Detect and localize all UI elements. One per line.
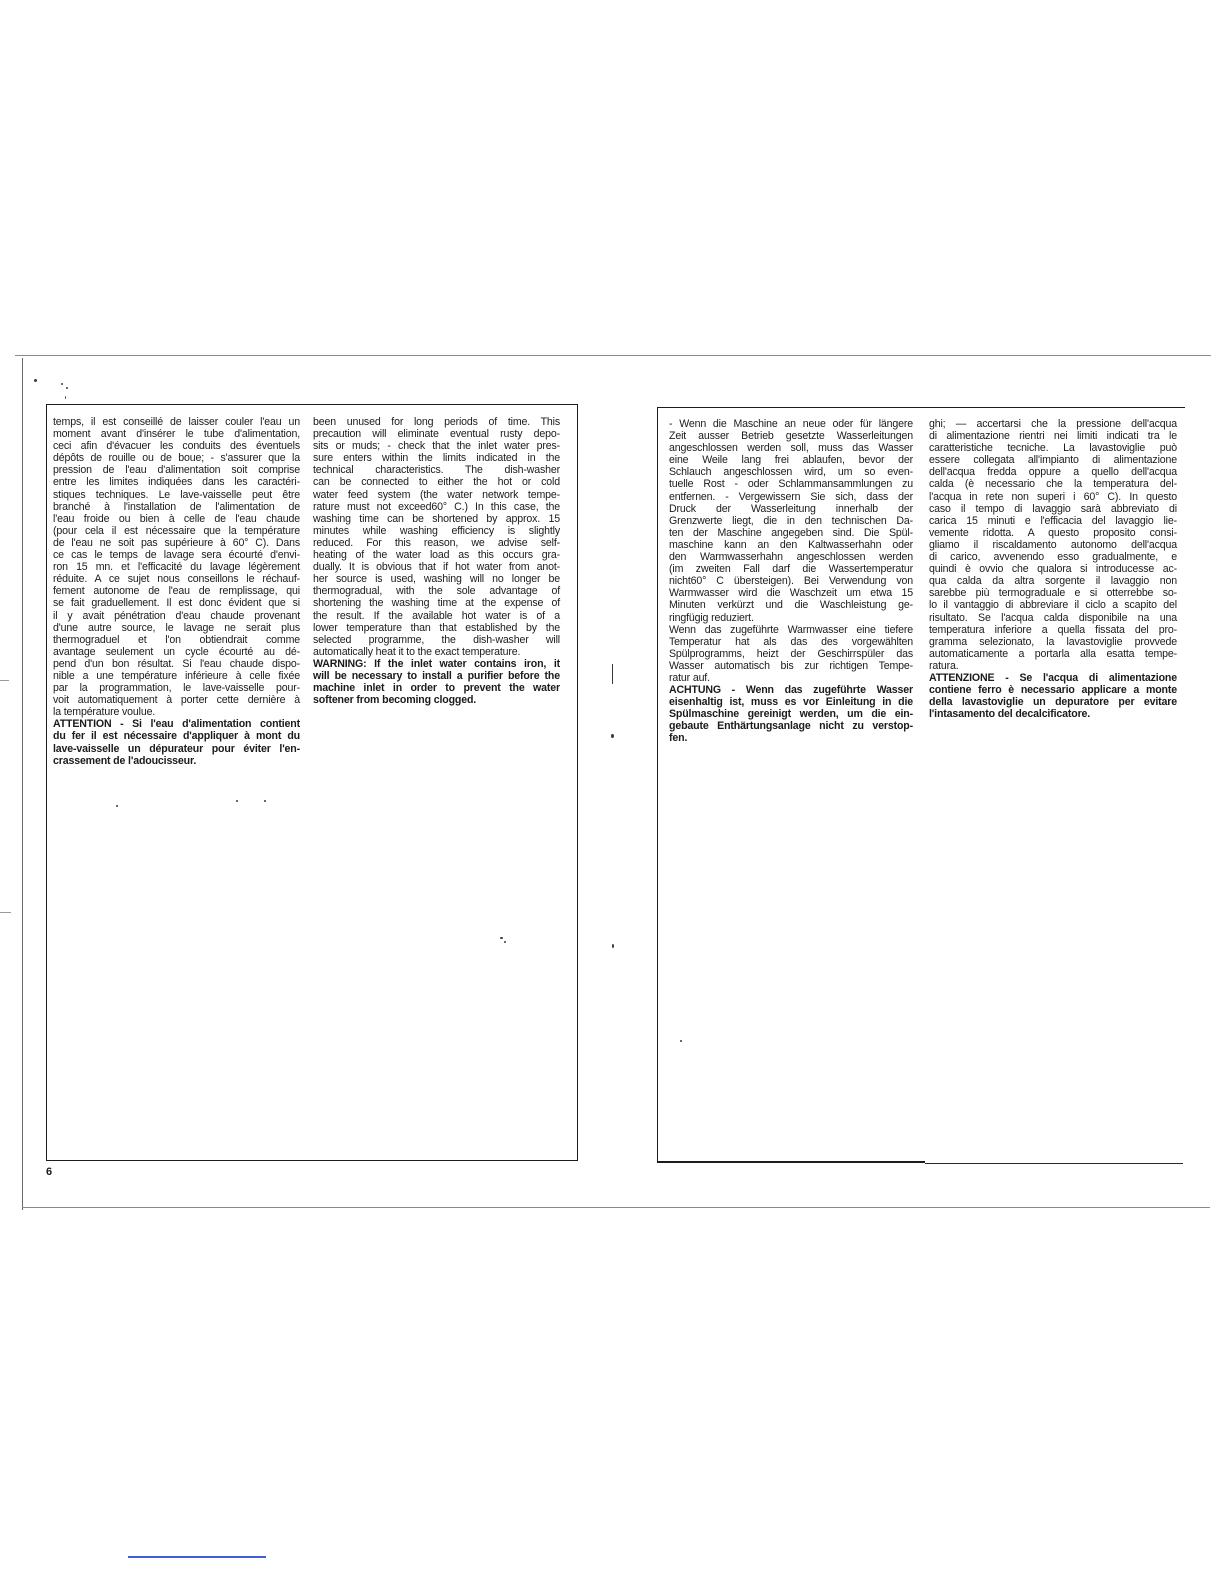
text-line: vemente ridotta. A questo proposito consi- <box>929 526 1177 539</box>
text-line: precaution will eliminate eventual rusty depo- <box>313 428 560 441</box>
text-line: l'intasamento del decalcificatore. <box>929 708 1091 721</box>
scan-edge-bottom <box>22 1207 1210 1208</box>
text-line: Zeit ausser Betrieb gesetzte Wasserleitungen <box>669 430 913 443</box>
text-line: pression de l'eau d'alimentation soit comprise <box>53 464 300 477</box>
text-line: entfernen. - Vergewissern Sie sich, dass der <box>669 490 913 503</box>
text-line: - Wenn die Maschine an neue oder für längere <box>669 418 913 430</box>
text-line: reduced. For this reason, we advise self- <box>313 536 560 549</box>
text-line: gliamo il riscaldamento autonomo dell'acqua <box>929 538 1177 551</box>
text-line: thermogradual, with the sole advantage of <box>313 585 560 598</box>
text-line: eisenhaltig ist, muss es vor Einleitung in die <box>669 696 913 709</box>
text-line: pend d'un bon résultat. Si l'eau chaude dispo- <box>53 657 300 670</box>
scan-speck <box>34 379 37 382</box>
text-line: dually. It is obvious that if hot water from anot- <box>313 561 560 574</box>
text-line: (im zweiten Fall darf die Wassertemperatur <box>669 563 913 576</box>
text-line: fement autonome de l'eau de remplissage, qui <box>53 585 300 598</box>
text-line: branché à l'installation de l'alimentation de <box>53 500 300 513</box>
text-line: softener from becoming clogged. <box>313 694 477 707</box>
scan-speck <box>65 396 66 399</box>
text-line: moment avant d'insérer le tube d'alimentation, <box>53 428 300 441</box>
text-line: calda (è necessario che la temperatura del- <box>929 478 1177 491</box>
text-line: l'eau froide ou bien à celle de l'eau chaude <box>53 512 300 525</box>
text-line: di carico, avvenendo esso gradualmente, e <box>929 551 1177 564</box>
text-line: la température voulue. <box>53 706 156 719</box>
text-line: ATTENZIONE - Se l'acqua di alimentazione <box>929 671 1177 684</box>
scan-speck <box>612 944 614 948</box>
text-line: nicht60° C übersteigen). Bei Verwendung von <box>669 575 913 588</box>
text-line: caso il tempo di lavaggio sarà abbreviato di <box>929 502 1177 515</box>
warning-paragraph <box>929 672 1177 720</box>
margin-tick <box>0 680 9 681</box>
paragraph <box>669 624 913 684</box>
text-line: gramma selezionato, la lavastoviglie provvede <box>929 635 1177 648</box>
scan-edge-left <box>22 358 23 1210</box>
column-french <box>53 416 300 767</box>
scan-edge-top <box>15 355 1211 356</box>
text-line: temps, il est conseillé de laisser couler l'eau un <box>53 416 300 428</box>
text-line: shortening the washing time at the expense of <box>313 597 560 610</box>
text-line: d'une autre source, le lavage ne serait plus <box>53 621 300 634</box>
text-line: rature must not exceed60° C.) In this case, the <box>313 500 560 513</box>
text-line: réduite. A ce sujet nous conseillons le réchauf- <box>53 573 300 586</box>
right-frame-bottom-rule-thin <box>925 1163 1183 1164</box>
column-italian <box>929 418 1177 720</box>
paragraph <box>313 416 560 658</box>
text-line: the result. If the available hot water is of a <box>313 609 560 622</box>
text-line: carica 15 minuti e l'efficacia del lavaggio lie- <box>929 514 1177 527</box>
text-line: Schlauch angeschlossen wird, um so even- <box>669 466 913 479</box>
margin-tick <box>0 912 11 913</box>
text-line: caratteristiche tecniche. La lavastoviglie può <box>929 442 1177 455</box>
text-line: contiene ferro è necessario applicare a monte <box>929 684 1177 697</box>
text-line: lo il vantaggio di abbreviare il ciclo a scapito del <box>929 599 1177 612</box>
warning-paragraph <box>669 684 913 744</box>
text-line: Wenn das zugeführte Warmwasser eine tiefere <box>669 623 913 636</box>
text-line: de l'eau ne soit pas supérieure à 60° C). Dans <box>53 536 300 549</box>
paragraph <box>53 416 300 718</box>
text-line: ringfügig reduziert. <box>669 611 754 624</box>
text-line: ratura. <box>929 659 959 672</box>
text-line: ghi; — accertarsi che la pressione dell'acqua <box>929 418 1177 430</box>
text-line: heating of the water load as this occurs gra- <box>313 549 560 562</box>
scan-speck <box>500 937 503 939</box>
text-line: risultato. Se l'acqua calda disponibile na una <box>929 611 1177 624</box>
text-line: il y avait pénétration d'eau chaude provenant <box>53 609 300 622</box>
text-line: quindi è ovvio che qualora si introducesse ac- <box>929 563 1177 576</box>
text-line: minutes while washing efficiency is slightly <box>313 524 560 537</box>
text-line: machine inlet in order to prevent the water <box>313 682 560 695</box>
text-line: qua calda da altra sorgente il lavaggio non <box>929 575 1177 588</box>
text-line: technical characteristics. The dish-washer <box>313 464 560 477</box>
scan-speck <box>264 800 266 802</box>
scan-speck <box>236 800 238 802</box>
text-line: automaticamente a portarla alla esatta tempe- <box>929 647 1177 660</box>
text-line: thermograduel et l'on obtiendrait comme <box>53 633 300 646</box>
text-line: Druck der Wasserleitung innerhalb der <box>669 502 913 515</box>
paragraph <box>929 418 1177 672</box>
text-line: Wasser automatisch bis zur richtigen Tempe- <box>669 659 913 672</box>
scan-speck <box>116 805 118 807</box>
text-line: ten der Maschine angegeben sind. Die Spül- <box>669 526 913 539</box>
column-english <box>313 416 560 706</box>
text-line: eine Weile lang frei ablaufen, bevor der <box>669 454 913 467</box>
text-line: Spülprogramms, heizt der Geschirrspüler das <box>669 647 913 660</box>
text-line: sarebbe più termograduale e si otterrebbe so- <box>929 587 1177 600</box>
text-line: maschine kann an den Kaltwasserhahn oder <box>669 538 913 551</box>
text-line: ACHTUNG - Wenn das zugeführte Wasser <box>669 684 913 697</box>
paragraph <box>669 418 913 624</box>
text-line: Minuten verkürzt und die Waschleistung ge- <box>669 599 913 612</box>
text-line: Grenzwerte liegt, die in den technischen Da- <box>669 514 913 527</box>
warning-paragraph <box>313 658 560 706</box>
text-line: automatically heat it to the exact temperature. <box>313 645 521 658</box>
text-line: sits or muds; - check that the inlet water pres- <box>313 440 560 453</box>
text-line: angeschlossen werden soll, muss das Wasser <box>669 442 913 455</box>
scan-speck <box>611 734 614 738</box>
text-line: di alimentazione rientri nei limiti indicati tra le <box>929 430 1177 443</box>
text-line: par la programmation, le lave-vaisselle pour- <box>53 682 300 695</box>
text-line: WARNING: If the inlet water contains iron, it <box>313 657 560 670</box>
text-line: Warmwasser wird die Waschzeit um etwa 15 <box>669 587 913 600</box>
text-line: della lavastoviglie un depuratore per evitare <box>929 696 1177 709</box>
text-line: sure enters within the limits indicated in the <box>313 452 560 465</box>
text-line: du fer il est nécessaire d'appliquer à mont du <box>53 730 300 743</box>
text-line: her source is used, washing will no longer be <box>313 573 560 586</box>
text-line: stiques techniques. Le lave-vaisselle peut être <box>53 488 300 501</box>
text-line: essere collegata all'impianto di alimentazione <box>929 454 1177 467</box>
text-line: can be connected to either the hot or cold <box>313 476 560 489</box>
scan-speck <box>680 1040 682 1042</box>
text-line: fen. <box>669 732 688 745</box>
text-line: lower temperature than that established by the <box>313 621 560 634</box>
text-line: Spülmaschine gereinigt werden, um die ein- <box>669 708 913 721</box>
text-line: dell'acqua fredda oppure a quello dell'acqua <box>929 466 1177 479</box>
text-line: dépôts de rouille ou de boue; - s'assurer que la <box>53 452 300 465</box>
page-number: 6 <box>46 1166 53 1178</box>
text-line: ce cas le temps de lavage sera écourté d'envi- <box>53 549 300 562</box>
text-line: Temperatur hat als das des vorgewählten <box>669 635 913 648</box>
text-line: voit automatiquement à porter cette dernière à <box>53 694 300 707</box>
text-line: tuelle Rost - oder Schlammansammlungen zu <box>669 478 913 491</box>
scan-speck <box>504 941 506 943</box>
text-line: washing time can be shortened by approx. 15 <box>313 512 560 525</box>
text-line: l'acqua in rete non superi i 60° C). In questo <box>929 490 1177 503</box>
text-line: den Warmwasserhahn angeschlossen werden <box>669 551 913 564</box>
text-line: entre les limites indiquées dans les caractéri- <box>53 476 300 489</box>
text-line: temperatura inferiore a quella fissata del pro- <box>929 623 1177 636</box>
scan-speck <box>66 387 68 389</box>
scan-speck <box>61 383 63 385</box>
text-line: ceci afin d'évacuer les conduits des éventuels <box>53 440 300 453</box>
text-line: will be necessary to install a purifier before the <box>313 669 560 682</box>
text-line: ratur auf. <box>669 671 710 684</box>
text-line: been unused for long periods of time. This <box>313 416 560 428</box>
column-german <box>669 418 913 745</box>
text-line: (pour cela il est nécessaire que la température <box>53 524 300 537</box>
text-line: nible a une température inférieure à celle fixée <box>53 669 300 682</box>
text-line: ATTENTION - Si l'eau d'alimentation contient <box>53 718 300 731</box>
warning-paragraph <box>53 718 300 766</box>
text-line: selected programme, the dish-washer will <box>313 633 560 646</box>
text-line: se fait graduellement. Il est donc évident que si <box>53 597 300 610</box>
text-line: water feed system (the water network tempe- <box>313 488 560 501</box>
text-line: crassement de l'adoucisseur. <box>53 754 197 767</box>
text-line: avantage seulement un cycle écourté au dé- <box>53 645 300 658</box>
text-line: ron 15 mn. et l'efficacité du lavage légèrement <box>53 561 300 574</box>
scan-mark <box>612 664 613 684</box>
text-line: gebaute Enthärtungsanlage nicht zu verstop- <box>669 720 913 733</box>
link-underline <box>128 1556 266 1558</box>
right-frame-bottom-rule <box>657 1161 925 1163</box>
text-line: lave-vaisselle un dépurateur pour éviter l'en- <box>53 742 300 755</box>
